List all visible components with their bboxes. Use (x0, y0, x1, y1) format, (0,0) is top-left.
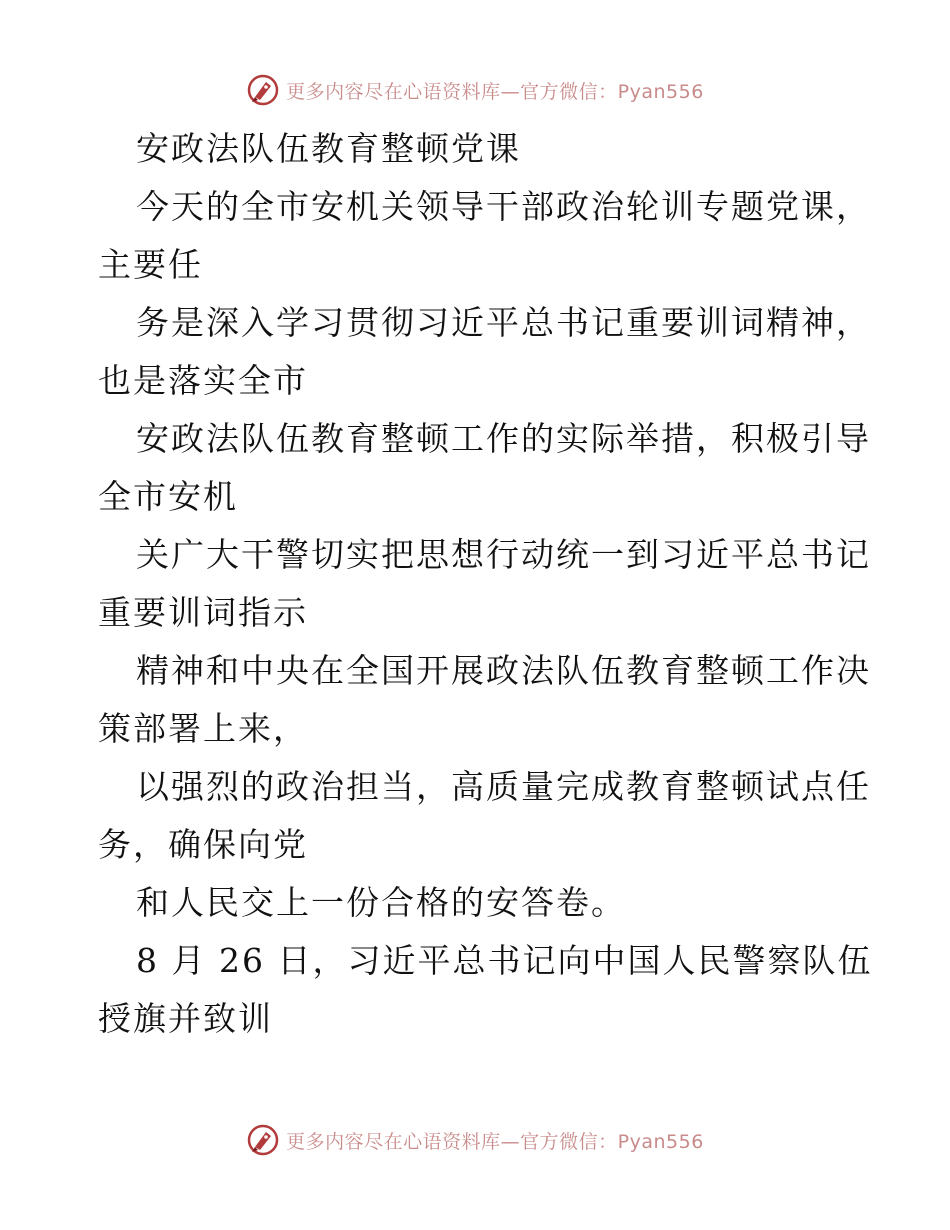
footer-watermark (0, 1122, 950, 1158)
text-line: 精神和中央在全国开展政法队伍教育整顿工作决 (136, 651, 871, 690)
document-body (98, 120, 873, 1048)
text-line: 全市安机 (98, 477, 238, 516)
watermark-text: 更多内容尽在心语资料库—官方微信：Pyan556 (286, 1130, 704, 1153)
text-line: 务，确保向党 (98, 825, 308, 864)
header-watermark (0, 72, 950, 108)
pen-nib-logo-icon (246, 1123, 280, 1157)
text-line: 安政法队伍教育整顿党课 (136, 129, 521, 168)
text-line: 以强烈的政治担当，高质量完成教育整顿试点任 (136, 767, 871, 806)
text-line: 授旗并致训 (98, 999, 273, 1038)
text-line: 也是落实全市 (98, 361, 308, 400)
text-line: 今天的全市安机关领导干部政治轮训专题党课， (136, 187, 871, 226)
text-line: 策部署上来， (98, 709, 308, 748)
watermark-text: 更多内容尽在心语资料库—官方微信：Pyan556 (286, 80, 704, 103)
text-line: 安政法队伍教育整顿工作的实际举措，积极引导 (136, 419, 871, 458)
text-line: 8 月 26 日，习近平总书记向中国人民警察队伍 (136, 941, 873, 980)
pen-nib-logo-icon (246, 73, 280, 107)
text-line: 关广大干警切实把思想行动统一到习近平总书记 (136, 535, 871, 574)
text-line: 主要任 (98, 245, 203, 284)
text-line: 务是深入学习贯彻习近平总书记重要训词精神， (136, 303, 871, 342)
text-line: 重要训词指示 (98, 593, 308, 632)
text-line: 和人民交上一份合格的安答卷。 (136, 883, 626, 922)
